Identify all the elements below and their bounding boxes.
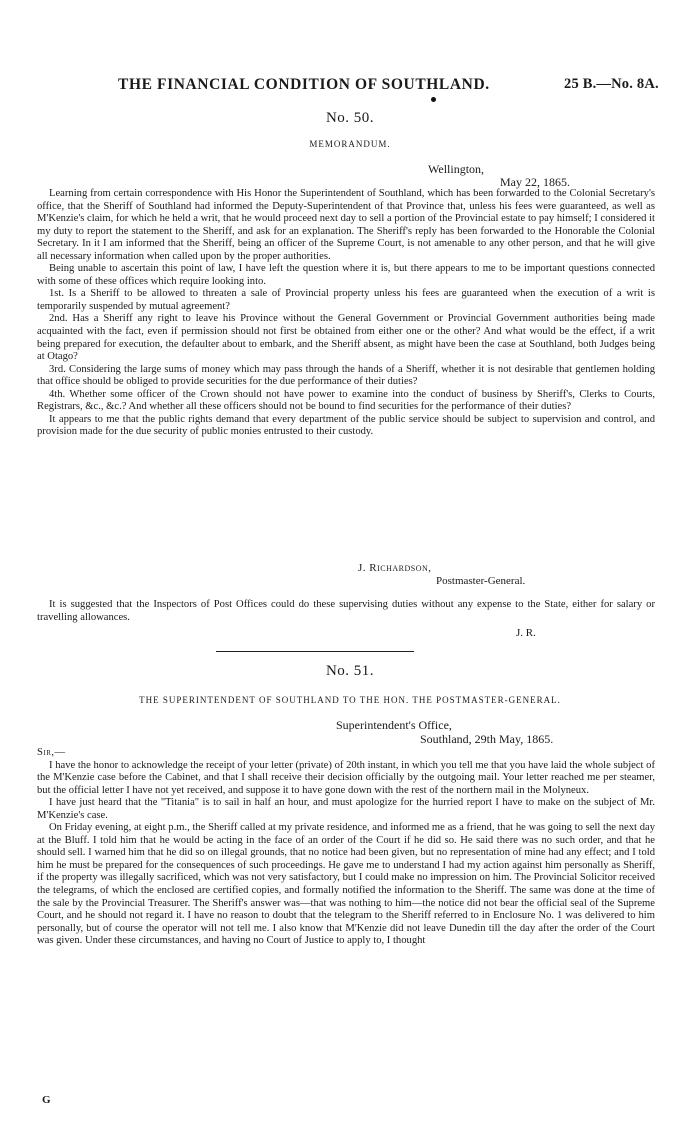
memorandum-heading: MEMORANDUM. [309, 139, 391, 149]
memo-date: May 22, 1865. [500, 175, 570, 189]
letter-paragraph: I have just heard that the "Titania" is to sail in half an hour, and must apologize for the hurried report I have to make on the subject of Mr. M'Kenzie's case. [37, 797, 655, 821]
memo-paragraph: Being unable to ascertain this point of law, I have left the question where it is, but there appears to me to be important questions connected with some of these offices which require looking into. [37, 263, 655, 287]
letter-salutation: Sir,— [37, 747, 66, 758]
memo-paragraph: 2nd. Has a Sheriff any right to leave his Province without the General Government or Provincial Government authorities being made acquainted with the fact, even if permission should not first be obtained from either one or the other? And what would be the effect, if a writ being prepared for execution, the defaulter about to embark, and the Sheriff absent, as might have been the case at Southland, both Judges being at Otago? [37, 313, 655, 363]
running-header [118, 76, 678, 94]
section-divider [216, 651, 414, 652]
memo-postscript [37, 599, 655, 624]
document-number-51: No. 51. [325, 663, 375, 679]
memo-signatory: J. Richardson, [358, 562, 432, 574]
letter-body [37, 747, 655, 948]
memo-paragraph: 4th. Whether some officer of the Crown should not have power to examine into the conduct of business by Sheriff's, Clerks to Courts, Registrars, &c., &c.? And whether all these officers should not be bound to find securities for the performance of their duties? [37, 388, 655, 413]
memo-paragraph: It appears to me that the public rights demand that every department of the public service should be subject to supervision and control, and provision made for the due security of public monies entrusted to their custody. [37, 413, 655, 438]
postscript-initials: J. R. [516, 627, 536, 639]
letter-date: Southland, 29th May, 1865. [420, 732, 554, 746]
letter-paragraph: I have the honor to acknowledge the receipt of your letter (private) of 20th instant, in which you tell me that you have laid the whole subject of the M'Kenzie case before the Cabinet, and that I shall receive their decision officially by the outgoing mail. Your letter reached me per steamer, but the official letter I have not yet received, and suppose it to have gone down with the rest of the northern mail in the Molyneux. [37, 759, 655, 796]
memo-body [37, 188, 655, 439]
memo-paragraph: Learning from certain correspondence with His Honor the Superintendent of Southland, which has been forwarded to the Colonial Secretary's office, that the Sheriff of Southland had informed the Deputy-Superintendent of that Province that, unless his fees were guaranteed, as well as M'Kenzie's claim, for which he held a writ, that he would proceed next day to sell a portion of the Provincial estate to pay himself; I considered it my duty to report the statement to the Sheriff, and ask for an explanation. The Sheriff's reply has been forwarded to the Honorable the Colonial Secretary. In it I am informed that the Sheriff, being an officer of the Supreme Court, is not amenable to any other person, and that he will give all necessary information when called upon by the proper authorities. [37, 188, 655, 262]
memo-paragraph: 3rd. Considering the large sums of money which may pass through the hands of a Sheriff, whether it is not desirable that gentlemen holding that office should be obliged to provide securities for the due performance of their duties? [37, 363, 655, 388]
memo-signatory-title: Postmaster-General. [436, 575, 526, 587]
memo-place: Wellington, [428, 162, 485, 176]
memo-paragraph: 1st. Is a Sheriff to be allowed to threaten a sale of Provincial property unless his fees are guaranteed when the execution of a writ is temporarily suspended by mutual agreement? [37, 288, 655, 312]
letter-paragraph: On Friday evening, at eight p.m., the Sheriff called at my private residence, and informed me as a friend, that he was going to sell the next day at the Bluff. I told him that he would be acting in the face of an order of the Court if he did so. He said there was no such order, and that he should sell. I warned him that he did so on illegal grounds, that no notice had been given, but no representation of mine had any effect; and I told him he must be prepared for the consequences of such proceedings. He gave me to understand I had my action against him personally as Sheriff, if the property was illegally sacrificed, which was not very satisfactory, but I could make no impression on him. The Provincial Solicitor received the telegrams, of which the enclosed are certified copies, and formally notified the information to the Sheriff. The same was done at the time of the sale by the Provincial Treasurer. The Sheriff's answer was—that was nothing to him—the notice did not bear the official seal of the Supreme Court, and he should not regard it. I have no reason to doubt that the telegram to the Sheriff referred to in Enclosure No. 1 was delivered to him personally, but of course the operator will not tell me. I also know that M'Kenzie did not leave Dunedin till the day after the order of the Court was given. Under these circumstances, and having no Court of Justice to apply to, I thought [37, 822, 655, 947]
postscript-text: It is suggested that the Inspectors of Post Offices could do these supervising duties without any expense to the State, either for salary or travelling allowances. [37, 599, 655, 623]
document-number-50: No. 50. [325, 110, 375, 126]
ink-dot [431, 97, 436, 102]
page-reference: 25 B.—No. 8A. [564, 76, 659, 92]
letter-place: Superintendent's Office, [336, 718, 452, 732]
signature-mark: G [42, 1094, 51, 1106]
running-title: THE FINANCIAL CONDITION OF SOUTHLAND. [118, 76, 490, 93]
letter-heading: THE SUPERINTENDENT OF SOUTHLAND TO THE HON. THE POSTMASTER-GENERAL. [139, 695, 561, 705]
